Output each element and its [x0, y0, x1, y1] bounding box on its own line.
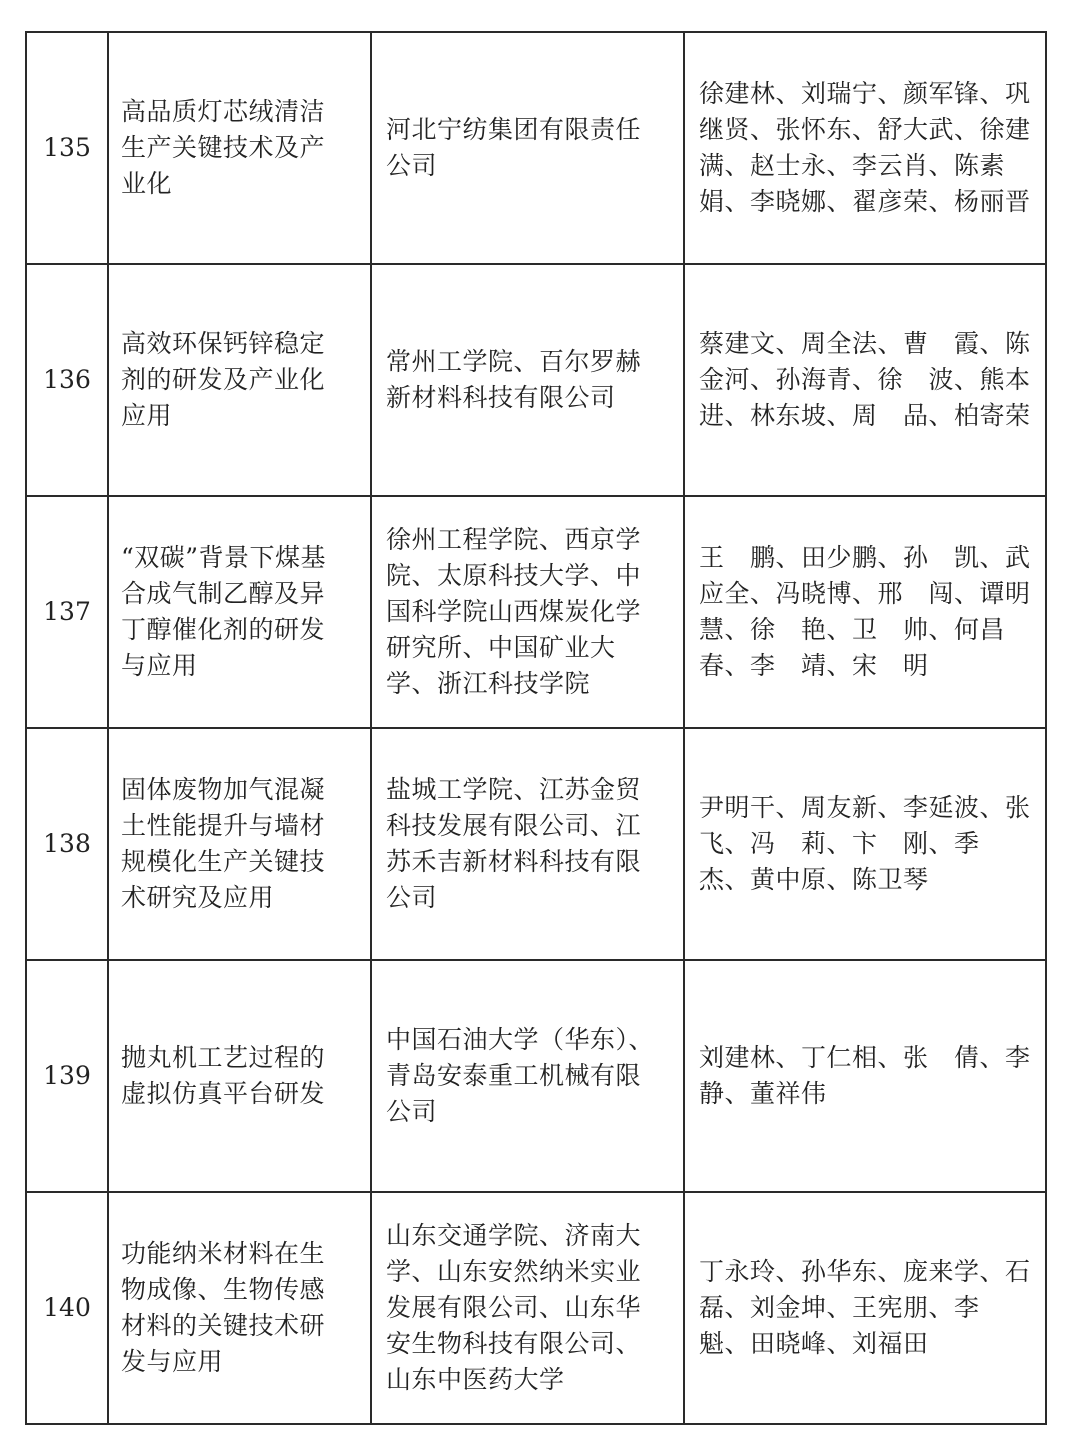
organization-cell [371, 1192, 684, 1424]
table-row [26, 264, 1046, 496]
project-name-cell [108, 32, 371, 264]
table-row [26, 728, 1046, 960]
organization-cell [371, 960, 684, 1192]
contributors-cell [684, 496, 1046, 728]
contributors: 丁永玲、孙华东、庞来学、石磊、刘金坤、王宪朋、李 魁、田晓峰、刘福田 [699, 1257, 1031, 1358]
row-number: 137 [26, 496, 108, 728]
row-number: 140 [26, 1192, 108, 1424]
contributors-cell [684, 728, 1046, 960]
contributors-cell [684, 264, 1046, 496]
contributors-cell [684, 1192, 1046, 1424]
row-number: 138 [26, 728, 108, 960]
project-name: 功能纳米材料在生物成像、生物传感材料的关键技术研发与应用 [121, 1239, 326, 1376]
contributors-cell [684, 32, 1046, 264]
contributors: 尹明干、周友新、李延波、张飞、冯 莉、卞 刚、季 杰、黄中原、陈卫琴 [699, 793, 1031, 894]
project-name: 高品质灯芯绒清洁生产关键技术及产业化 [121, 97, 326, 198]
organization-cell [371, 32, 684, 264]
organization-name: 盐城工学院、江苏金贸科技发展有限公司、江苏禾吉新材料科技有限公司 [386, 775, 642, 912]
project-name: 固体废物加气混凝土性能提升与墙材规模化生产关键技术研究及应用 [121, 775, 326, 912]
organization-name: 常州工学院、百尔罗赫新材料科技有限公司 [386, 347, 642, 412]
project-name-cell [108, 728, 371, 960]
organization-name: 山东交通学院、济南大学、山东安然纳米实业发展有限公司、山东华安生物科技有限公司、山东中医药大学 [386, 1221, 642, 1394]
contributors: 王 鹏、田少鹏、孙 凯、武应全、冯晓博、邢 闯、谭明慧、徐 艳、卫 帅、何昌春、李 靖、宋 明 [699, 543, 1031, 680]
project-name-cell [108, 1192, 371, 1424]
table-row [26, 496, 1046, 728]
project-name: “双碳”背景下煤基合成气制乙醇及异丁醇催化剂的研发与应用 [121, 543, 327, 680]
organization-cell [371, 728, 684, 960]
row-number: 136 [26, 264, 108, 496]
row-number: 139 [26, 960, 108, 1192]
project-name: 抛丸机工艺过程的虚拟仿真平台研发 [121, 1043, 326, 1108]
contributors: 刘建林、丁仁相、张 倩、李静、董祥伟 [699, 1043, 1031, 1108]
award-list-table [25, 31, 1047, 1425]
row-number: 135 [26, 32, 108, 264]
table-row [26, 32, 1046, 264]
project-name-cell [108, 264, 371, 496]
organization-name: 中国石油大学（华东）、青岛安泰重工机械有限公司 [386, 1025, 655, 1126]
contributors-cell [684, 960, 1046, 1192]
document-page [25, 31, 1045, 1425]
project-name-cell [108, 960, 371, 1192]
project-name: 高效环保钙锌稳定剂的研发及产业化应用 [121, 329, 326, 430]
organization-cell [371, 496, 684, 728]
table-row [26, 1192, 1046, 1424]
organization-name: 徐州工程学院、西京学院、太原科技大学、中国科学院山西煤炭化学研究所、中国矿业大学、浙江科技学院 [386, 525, 642, 698]
contributors: 蔡建文、周全法、曹 霞、陈金河、孙海青、徐 波、熊本进、林东坡、周 品、柏寄荣 [699, 329, 1031, 430]
table-row [26, 960, 1046, 1192]
organization-name: 河北宁纺集团有限责任公司 [386, 115, 642, 180]
project-name-cell [108, 496, 371, 728]
organization-cell [371, 264, 684, 496]
contributors: 徐建林、刘瑞宁、颜军锋、巩继贤、张怀东、舒大武、徐建满、赵士永、李云肖、陈素娟、李晓娜、翟彦荣、杨丽晋 [699, 79, 1031, 216]
